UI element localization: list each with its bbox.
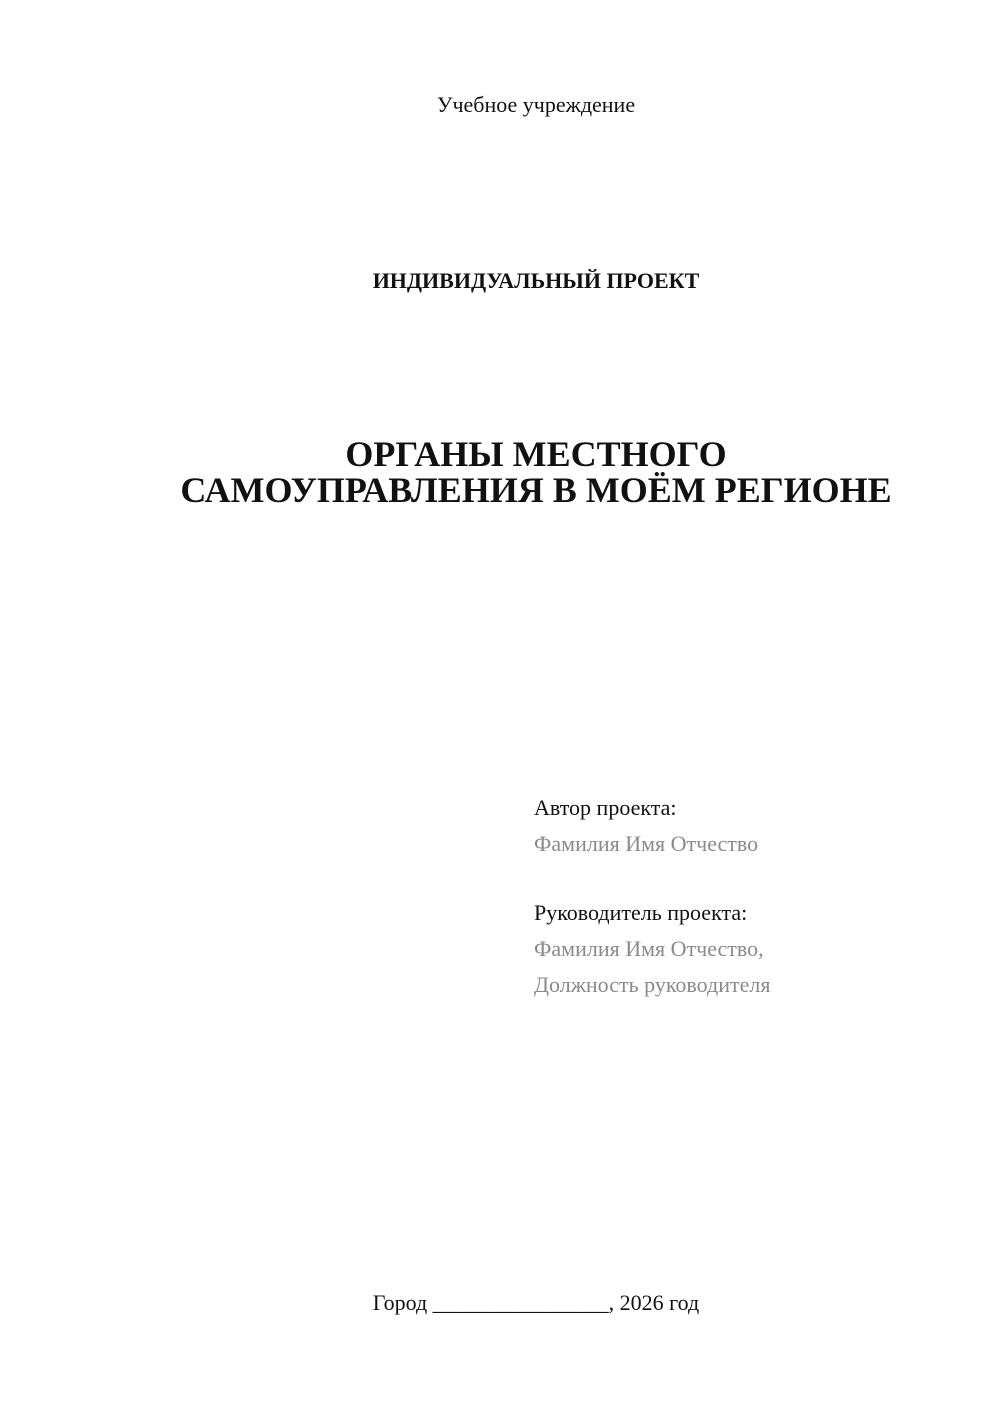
project-title-line-1: ОРГАНЫ МЕСТНОГО	[345, 434, 727, 474]
project-type-heading: ИНДИВИДУАЛЬНЫЙ ПРОЕКТ	[372, 268, 700, 293]
supervisor-label: Руководитель проекта:	[534, 900, 748, 925]
supervisor-position: Должность руководителя	[534, 972, 771, 997]
project-title	[0, 436, 1000, 508]
author-name: Фамилия Имя Отчество	[534, 831, 759, 856]
author-label: Автор проекта:	[534, 795, 677, 820]
project-title-line-2: САМОУПРАВЛЕНИЯ В МОЁМ РЕГИОНЕ	[180, 470, 892, 510]
supervisor-name: Фамилия Имя Отчество,	[534, 936, 764, 961]
project-info-block	[534, 790, 770, 1003]
city-year-line: Город ________________, 2026 год	[372, 1290, 700, 1315]
institution-name: Учебное учреждение	[436, 92, 636, 117]
